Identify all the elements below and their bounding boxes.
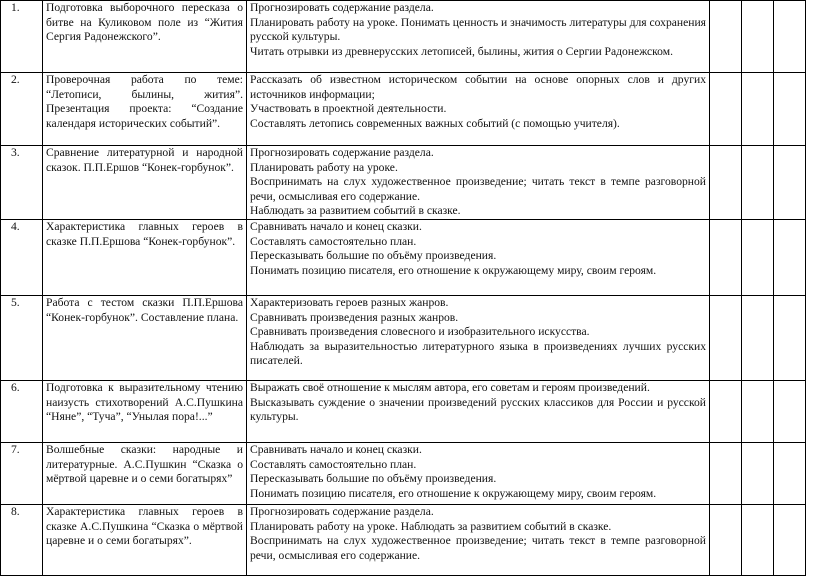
lesson-topic: Подготовка выборочного пересказа о битве на Куликовом поле из “Жития Сергия Радонежского”. (43, 1, 247, 73)
activity-line: Составлять самостоятельно план. (250, 457, 417, 471)
student-activities (247, 380, 710, 442)
table-row (1, 146, 806, 220)
activity-line: Рассказать об известном историческом событии на основе опорных слов и других источников информации; (250, 73, 706, 101)
activity-line: Составлять самостоятельно план. (250, 234, 417, 248)
empty-cell (774, 1, 806, 73)
lesson-number: 8. (1, 504, 43, 575)
empty-cell (774, 380, 806, 442)
empty-cell (710, 380, 742, 442)
lesson-number: 2. (1, 73, 43, 146)
activity-line: Читать отрывки из древнерусских летописей, былины, жития о Сергии Радонежском. (250, 44, 673, 58)
activity-line: Высказывать суждение о значении произведений русских классиков для России и русской культуры. (250, 395, 706, 424)
activity-line: Характеризовать героев разных жанров. (250, 295, 449, 309)
activity-line: Планировать работу на уроке. Наблюдать за развитием событий в сказке. (250, 519, 612, 533)
lesson-number: 6. (1, 380, 43, 442)
activity-line: Сравнивать начало и конец сказки. (250, 442, 422, 456)
activity-line: Прогнозировать содержание раздела. (250, 146, 434, 159)
table-row (1, 73, 806, 146)
lesson-topic: Сравнение литературной и народной сказок. П.П.Ершов “Конек-горбунок”. (43, 146, 247, 220)
activity-line: Воспринимать на слух художественное произведение; читать текст в темпе разговорной речи, осмысливая его содержание. (250, 175, 706, 203)
empty-cell (742, 219, 774, 295)
empty-cell (710, 504, 742, 575)
empty-cell (710, 73, 742, 146)
empty-cell (774, 442, 806, 504)
table-row (1, 380, 806, 442)
table-row (1, 295, 806, 380)
activity-line: Наблюдать за развитием событий в сказке. (250, 204, 461, 218)
activity-line: Воспринимать на слух художественное произведение; читать текст в темпе разговорной речи, осмысливая его содержание. (250, 534, 706, 562)
lesson-number: 3. (1, 146, 43, 220)
activity-line: Прогнозировать содержание раздела. (250, 1, 434, 14)
lesson-topic: Подготовка к выразительному чтению наизусть стихотворений А.С.Пушкина “Няне”, “Туча”, “Унылая пора!...” (43, 380, 247, 442)
activity-line: Планировать работу на уроке. Понимать ценность и значимость литературы для сохранения русской культуры. (250, 15, 706, 44)
table-body (1, 1, 806, 576)
lesson-number: 5. (1, 295, 43, 380)
student-activities (247, 442, 710, 504)
empty-cell (710, 146, 742, 220)
empty-cell (710, 1, 742, 73)
student-activities (247, 295, 710, 380)
empty-cell (774, 504, 806, 575)
activity-line: Участвовать в проектной деятельности. (250, 102, 447, 116)
table-row (1, 1, 806, 73)
student-activities (247, 219, 710, 295)
empty-cell (774, 295, 806, 380)
empty-cell (742, 146, 774, 220)
empty-cell (710, 219, 742, 295)
student-activities (247, 146, 710, 220)
empty-cell (774, 73, 806, 146)
activity-line: Пересказывать большие по объёму произведения. (250, 472, 497, 486)
empty-cell (710, 442, 742, 504)
activity-line: Сравнивать произведения разных жанров. (250, 310, 459, 324)
lesson-number: 4. (1, 219, 43, 295)
activity-line: Понимать позицию писателя, его отношение к окружающему миру, своим героям. (250, 486, 657, 500)
table-row (1, 504, 806, 575)
empty-cell (742, 1, 774, 73)
lesson-number: 1. (1, 1, 43, 73)
empty-cell (742, 73, 774, 146)
activity-line: Наблюдать за выразительностью литературного языка в произведениях лучших русских писателей. (250, 339, 706, 368)
lesson-topic: Работа с тестом сказки П.П.Ершова “Конек-горбунок”. Составление плана. (43, 295, 247, 380)
activity-line: Сравнивать произведения словесного и изобразительного искусства. (250, 325, 590, 339)
student-activities (247, 73, 710, 146)
student-activities (247, 504, 710, 575)
activity-line: Понимать позицию писателя, его отношение к окружающему миру, своим героям. (250, 263, 657, 277)
activity-line: Составлять летопись современных важных событий (с помощью учителя). (250, 116, 620, 130)
lesson-topic: Проверочная работа по теме: “Летописи, былины, жития”. Презентация проекта: “Создание календаря исторических событий”. (43, 73, 247, 146)
lesson-topic: Характеристика главных героев в сказке А.С.Пушкина “Сказка о мёртвой царевне и о семи богатырях”. (43, 504, 247, 575)
empty-cell (742, 442, 774, 504)
empty-cell (742, 380, 774, 442)
lesson-topic: Волшебные сказки: народные и литературные. А.С.Пушкин “Сказка о мёртвой царевне и о семи богатырях” (43, 442, 247, 504)
activity-line: Прогнозировать содержание раздела. (250, 504, 434, 518)
empty-cell (774, 219, 806, 295)
lesson-topic: Характеристика главных героев в сказке П.П.Ершова “Конек-горбунок”. (43, 219, 247, 295)
empty-cell (774, 146, 806, 220)
empty-cell (742, 504, 774, 575)
activity-line: Пересказывать большие по объёму произведения. (250, 249, 497, 263)
table-row (1, 219, 806, 295)
activity-line: Сравнивать начало и конец сказки. (250, 219, 422, 233)
empty-cell (742, 295, 774, 380)
activity-line: Планировать работу на уроке. (250, 160, 398, 174)
empty-cell (710, 295, 742, 380)
table-row (1, 442, 806, 504)
activity-line: Выражать своё отношение к мыслям автора, его советам и героям произведений. (250, 380, 650, 394)
lesson-number: 7. (1, 442, 43, 504)
student-activities (247, 1, 710, 73)
